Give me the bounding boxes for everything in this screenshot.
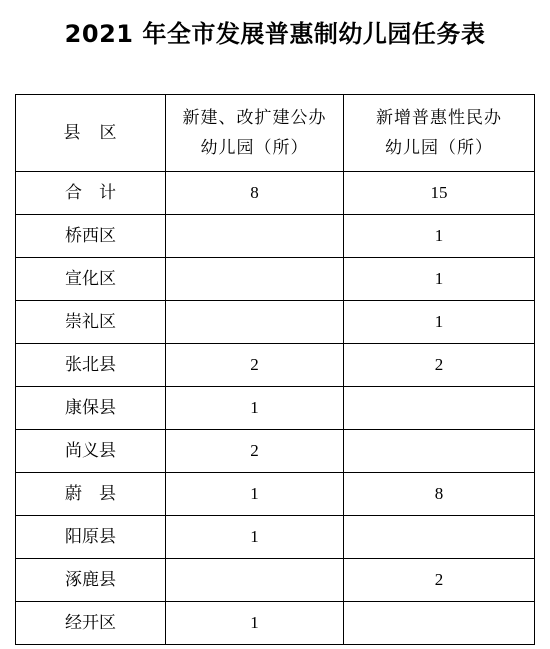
new-build-cell: 2 <box>166 344 344 387</box>
header-county-label: 县 区 <box>63 122 118 143</box>
header-add-private <box>344 95 535 172</box>
table-row <box>16 301 535 344</box>
header-new-build <box>166 95 344 172</box>
page-title: 2021 年全市发展普惠制幼儿园任务表 <box>64 20 486 48</box>
county-cell: 涿鹿县 <box>16 559 166 602</box>
header-add-private-line1: 新增普惠性民办 <box>376 108 502 128</box>
add-private-cell <box>344 602 535 645</box>
table-row <box>16 172 535 215</box>
task-table <box>15 94 535 645</box>
add-private-cell: 1 <box>344 258 535 301</box>
table-row <box>16 258 535 301</box>
header-new-build-line2: 幼儿园（所） <box>200 138 309 158</box>
new-build-cell <box>166 258 344 301</box>
table-body <box>16 95 535 645</box>
add-private-cell: 1 <box>344 301 535 344</box>
new-build-cell: 1 <box>166 387 344 430</box>
add-private-cell: 2 <box>344 559 535 602</box>
new-build-cell: 8 <box>166 172 344 215</box>
new-build-cell <box>166 559 344 602</box>
county-cell: 崇礼区 <box>16 301 166 344</box>
table-row <box>16 430 535 473</box>
header-add-private-line2: 幼儿园（所） <box>385 138 493 158</box>
new-build-cell: 2 <box>166 430 344 473</box>
county-cell: 桥西区 <box>16 215 166 258</box>
table-row <box>16 387 535 430</box>
table-header-row <box>16 95 535 172</box>
new-build-cell <box>166 215 344 258</box>
county-cell: 经开区 <box>16 602 166 645</box>
table-row <box>16 602 535 645</box>
table-row <box>16 559 535 602</box>
table-row <box>16 516 535 559</box>
county-cell: 蔚 县 <box>16 473 166 516</box>
county-cell: 阳原县 <box>16 516 166 559</box>
table-row <box>16 344 535 387</box>
county-cell: 宣化区 <box>16 258 166 301</box>
add-private-cell: 1 <box>344 215 535 258</box>
new-build-cell: 1 <box>166 516 344 559</box>
add-private-cell: 8 <box>344 473 535 516</box>
header-new-build-line1: 新建、改扩建公办 <box>182 108 327 128</box>
add-private-cell: 2 <box>344 344 535 387</box>
county-cell: 合 计 <box>16 172 166 215</box>
new-build-cell <box>166 301 344 344</box>
county-cell: 尚义县 <box>16 430 166 473</box>
table-row <box>16 473 535 516</box>
add-private-cell: 15 <box>344 172 535 215</box>
header-county <box>16 95 166 172</box>
add-private-cell <box>344 387 535 430</box>
county-cell: 康保县 <box>16 387 166 430</box>
county-cell: 张北县 <box>16 344 166 387</box>
new-build-cell: 1 <box>166 473 344 516</box>
new-build-cell: 1 <box>166 602 344 645</box>
table-row <box>16 215 535 258</box>
add-private-cell <box>344 430 535 473</box>
add-private-cell <box>344 516 535 559</box>
